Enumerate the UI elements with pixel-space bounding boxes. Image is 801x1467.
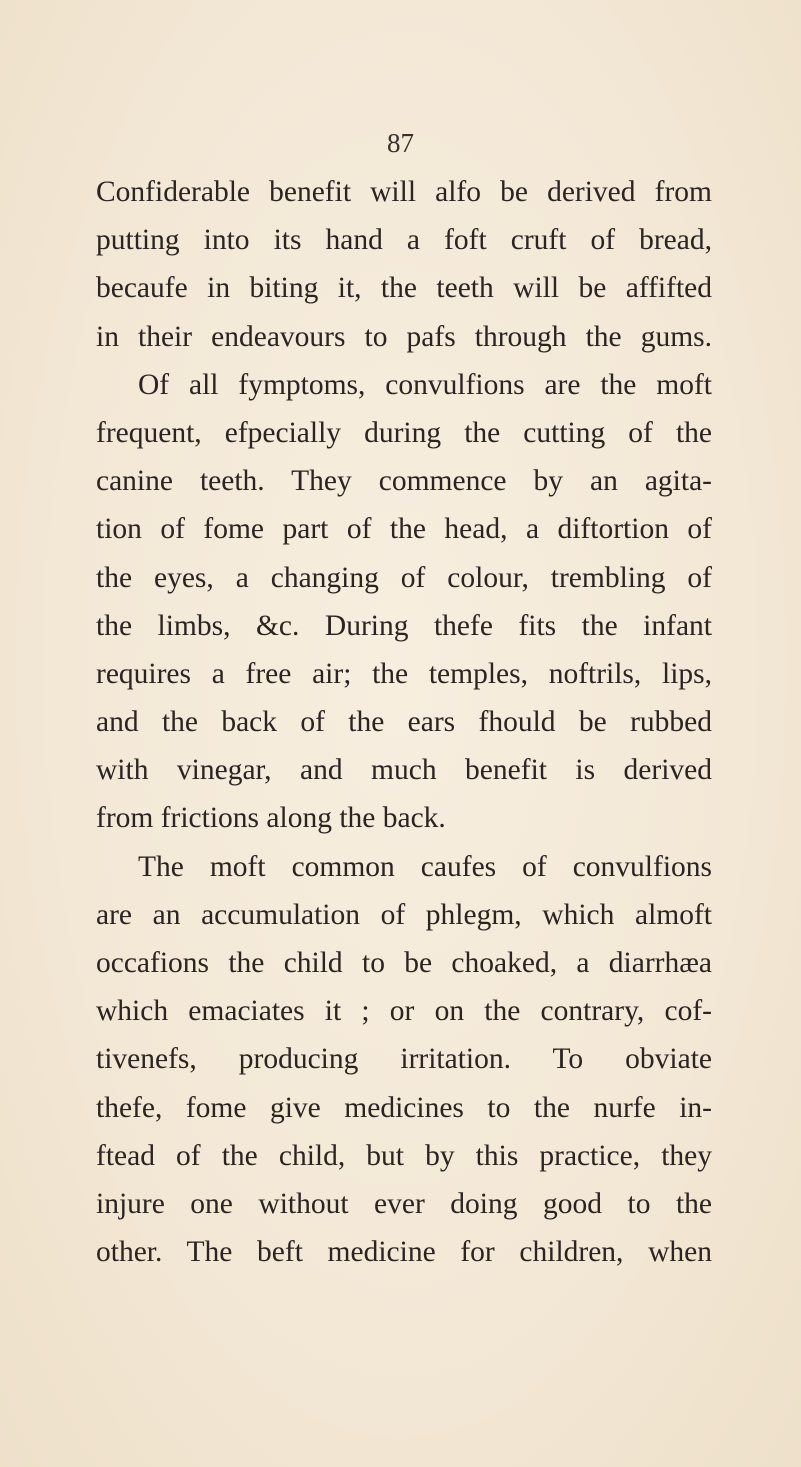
text-line: thefe, fome give medicines to the nurfe in- <box>96 1091 712 1124</box>
body-text <box>96 168 712 1276</box>
text-line: which emaciates it ; or on the contrary, cof- <box>96 995 712 1028</box>
text-line: tivenefs, producing irritation. To obviate <box>96 1043 712 1076</box>
text-line: becaufe in biting it, the teeth will be affifted <box>96 272 712 305</box>
page-number: 87 <box>387 128 414 158</box>
text-line: injure one without ever doing good to the <box>96 1187 712 1220</box>
text-line: canine teeth. They commence by an agita- <box>96 465 712 498</box>
text-line: other. The beft medicine for children, when <box>96 1236 712 1269</box>
text-line: ftead of the child, but by this practice, they <box>96 1139 712 1172</box>
text-line: the eyes, a changing of colour, trembling of <box>96 561 712 594</box>
text-line: with vinegar, and much benefit is derived <box>96 754 712 787</box>
text-line: from frictions along the back. <box>96 802 446 835</box>
text-line: Of all fymptoms, convulfions are the moft <box>138 368 712 401</box>
text-line: occafions the child to be choaked, a diarrhæa <box>96 947 712 979</box>
text-line: the limbs, &c. During thefe fits the infant <box>96 609 712 642</box>
text-line: putting into its hand a foft cruft of bread, <box>96 224 712 257</box>
text-line: and the back of the ears fhould be rubbed <box>96 706 712 739</box>
text-line: Confiderable benefit will alfo be derived from <box>96 176 712 208</box>
text-line: are an accumulation of phlegm, which almoft <box>96 898 712 931</box>
text-line: in their endeavours to pafs through the gums. <box>96 320 712 353</box>
text-line: frequent, efpecially during the cutting of the <box>96 416 712 449</box>
text-line: The moft common caufes of convulfions <box>138 850 712 883</box>
text-line: requires a free air; the temples, noftrils, lips, <box>96 657 712 690</box>
text-line: tion of fome part of the head, a diftortion of <box>96 513 712 546</box>
